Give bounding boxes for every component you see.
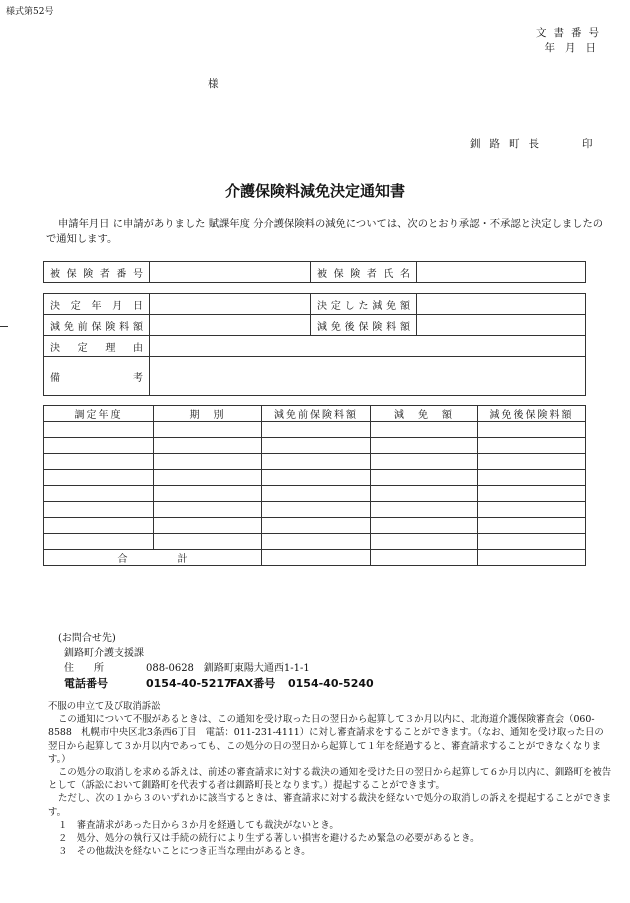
- reason-label: 決定理由: [44, 336, 150, 357]
- header-period: 期 別: [154, 406, 262, 422]
- insured-name-label: 被保険者氏名: [311, 262, 417, 283]
- total-reduction-amount: [371, 550, 478, 566]
- table-cell: [262, 454, 371, 470]
- table-cell: [371, 422, 478, 438]
- table-cell: [44, 486, 154, 502]
- table-cell: [371, 470, 478, 486]
- table-cell: [262, 486, 371, 502]
- insured-name-value: [417, 262, 586, 283]
- table-cell: [44, 454, 154, 470]
- legal-paragraph-1: この通知について不服があるときは、この通知を受け取った日の翌日から起算して３か月以内に、北海道介護保険審査会（060-8588 札幌市中央区北3条西6丁目 電話：011-231-4111）に対し審査請求をすることができます。（なお、通知を受け取った日の翌日から起算して３か月以内であっても、この処分の日の翌日から起算して１年を経過すると、審査請求することができなくなります。）: [48, 714, 604, 765]
- table-row: [44, 534, 586, 550]
- table-cell: [371, 454, 478, 470]
- table-cell: [262, 502, 371, 518]
- insured-info-table: [43, 261, 586, 283]
- table-cell: [478, 518, 586, 534]
- intro-text: 申請年月日 に申請がありました 賦課年度 分介護保険料の減免については、次のとおり承認・不承認と決定しましたので通知します。: [46, 218, 604, 245]
- form-number: 様式第52号: [6, 7, 54, 17]
- detail-table: [43, 405, 586, 566]
- table-cell: [371, 486, 478, 502]
- table-row: [44, 502, 586, 518]
- after-amount-value: [417, 315, 586, 336]
- table-cell: [262, 470, 371, 486]
- table-cell: [154, 486, 262, 502]
- table-row: [44, 438, 586, 454]
- address-value: 088-0628 釧路町東陽大通西1-1-1: [146, 663, 310, 674]
- table-cell: [262, 422, 371, 438]
- reason-value: [150, 336, 586, 357]
- table-cell: [154, 454, 262, 470]
- table-cell: [478, 534, 586, 550]
- table-cell: [154, 502, 262, 518]
- table-cell: [154, 470, 262, 486]
- table-cell: [154, 422, 262, 438]
- insured-number-label: 被保険者番号: [44, 262, 150, 283]
- total-label: 合 計: [44, 550, 262, 566]
- table-cell: [478, 502, 586, 518]
- table-cell: [371, 534, 478, 550]
- table-cell: [154, 438, 262, 454]
- legal-item-1: １ 審査請求があった日から３か月を経過しても裁決がないとき。: [58, 819, 339, 831]
- table-cell: [44, 438, 154, 454]
- header-before-amount: 減免前保険料額: [262, 406, 371, 422]
- contact-block: [58, 631, 374, 691]
- decision-date-label: 決定年月日: [44, 294, 150, 315]
- document-title: 介護保険料減免決定通知書: [224, 182, 405, 200]
- address-label: 住 所: [64, 663, 104, 674]
- table-cell: [262, 534, 371, 550]
- table-cell: [478, 422, 586, 438]
- phone-label: 電話番号: [64, 677, 108, 690]
- table-cell: [478, 454, 586, 470]
- issuer-name: 釧路町長: [470, 138, 548, 150]
- legal-paragraph-2: この処分の取消しを求める訴えは、前述の審査請求に対する裁決の通知を受けた日の翌日から起算して６か月以内に、釧路町を被告として（訴訟において釧路町を代表する者は釧路町長となります。）提起することができます。: [48, 767, 612, 792]
- decided-amount-label: 決定した減免額: [311, 294, 417, 315]
- table-cell: [44, 422, 154, 438]
- detail-rows: [44, 422, 586, 550]
- table-cell: [371, 438, 478, 454]
- table-row: [44, 422, 586, 438]
- decision-table: [43, 293, 586, 396]
- legal-item-2: ２ 処分、処分の執行又は手続の続行により生ずる著しい損害を避けるため緊急の必要があるとき。: [58, 833, 480, 845]
- decided-amount-value: [417, 294, 586, 315]
- legal-notice: [48, 700, 612, 858]
- remarks-label: 備考: [44, 357, 150, 396]
- insured-number-value: [150, 262, 311, 283]
- contact-address-row: [58, 661, 310, 676]
- table-cell: [44, 534, 154, 550]
- date-label: 年月日: [544, 42, 606, 54]
- fax-value: 0154-40-5240: [288, 677, 374, 690]
- table-row: [44, 454, 586, 470]
- table-cell: [44, 502, 154, 518]
- legal-heading: 不服の申立て及び取消訴訟: [48, 701, 161, 712]
- total-before-amount: [262, 550, 371, 566]
- table-cell: [371, 502, 478, 518]
- table-row: [44, 470, 586, 486]
- phone-value: 0154-40-5217: [146, 677, 232, 690]
- addressee-suffix: 様: [208, 78, 219, 90]
- table-cell: [371, 518, 478, 534]
- table-cell: [478, 470, 586, 486]
- table-cell: [154, 534, 262, 550]
- legal-paragraph-3: ただし、次の１から３のいずれかに該当するときは、審査請求に対する裁決を経ないで処分の取消しの訴えを提起することができます。: [48, 793, 612, 818]
- table-cell: [44, 470, 154, 486]
- table-cell: [262, 438, 371, 454]
- before-amount-label: 減免前保険料額: [44, 315, 150, 336]
- after-amount-label: 減免後保険料額: [311, 315, 417, 336]
- seal-mark: 印: [582, 138, 593, 150]
- before-amount-value: [150, 315, 311, 336]
- decision-date-value: [150, 294, 311, 315]
- header-after-amount: 減免後保険料額: [478, 406, 586, 422]
- header-levy-year: 調定年度: [44, 406, 154, 422]
- contact-heading: (お問合せ先): [58, 633, 116, 644]
- remarks-value: [150, 357, 586, 396]
- table-cell: [262, 518, 371, 534]
- fax-label: FAX番号: [230, 677, 276, 690]
- header-reduction-amount: 減 免 額: [371, 406, 478, 422]
- table-cell: [478, 438, 586, 454]
- legal-item-3: ３ その他裁決を経ないことにつき正当な理由があるとき。: [58, 846, 311, 858]
- table-cell: [478, 486, 586, 502]
- total-after-amount: [478, 550, 586, 566]
- contact-department: 釧路町介護支援課: [64, 648, 144, 659]
- table-cell: [44, 518, 154, 534]
- margin-tick: [0, 326, 8, 327]
- table-row: [44, 518, 586, 534]
- table-cell: [154, 518, 262, 534]
- contact-phone-row: [58, 676, 374, 691]
- table-row: [44, 486, 586, 502]
- document-number-label: 文書番号: [536, 27, 606, 39]
